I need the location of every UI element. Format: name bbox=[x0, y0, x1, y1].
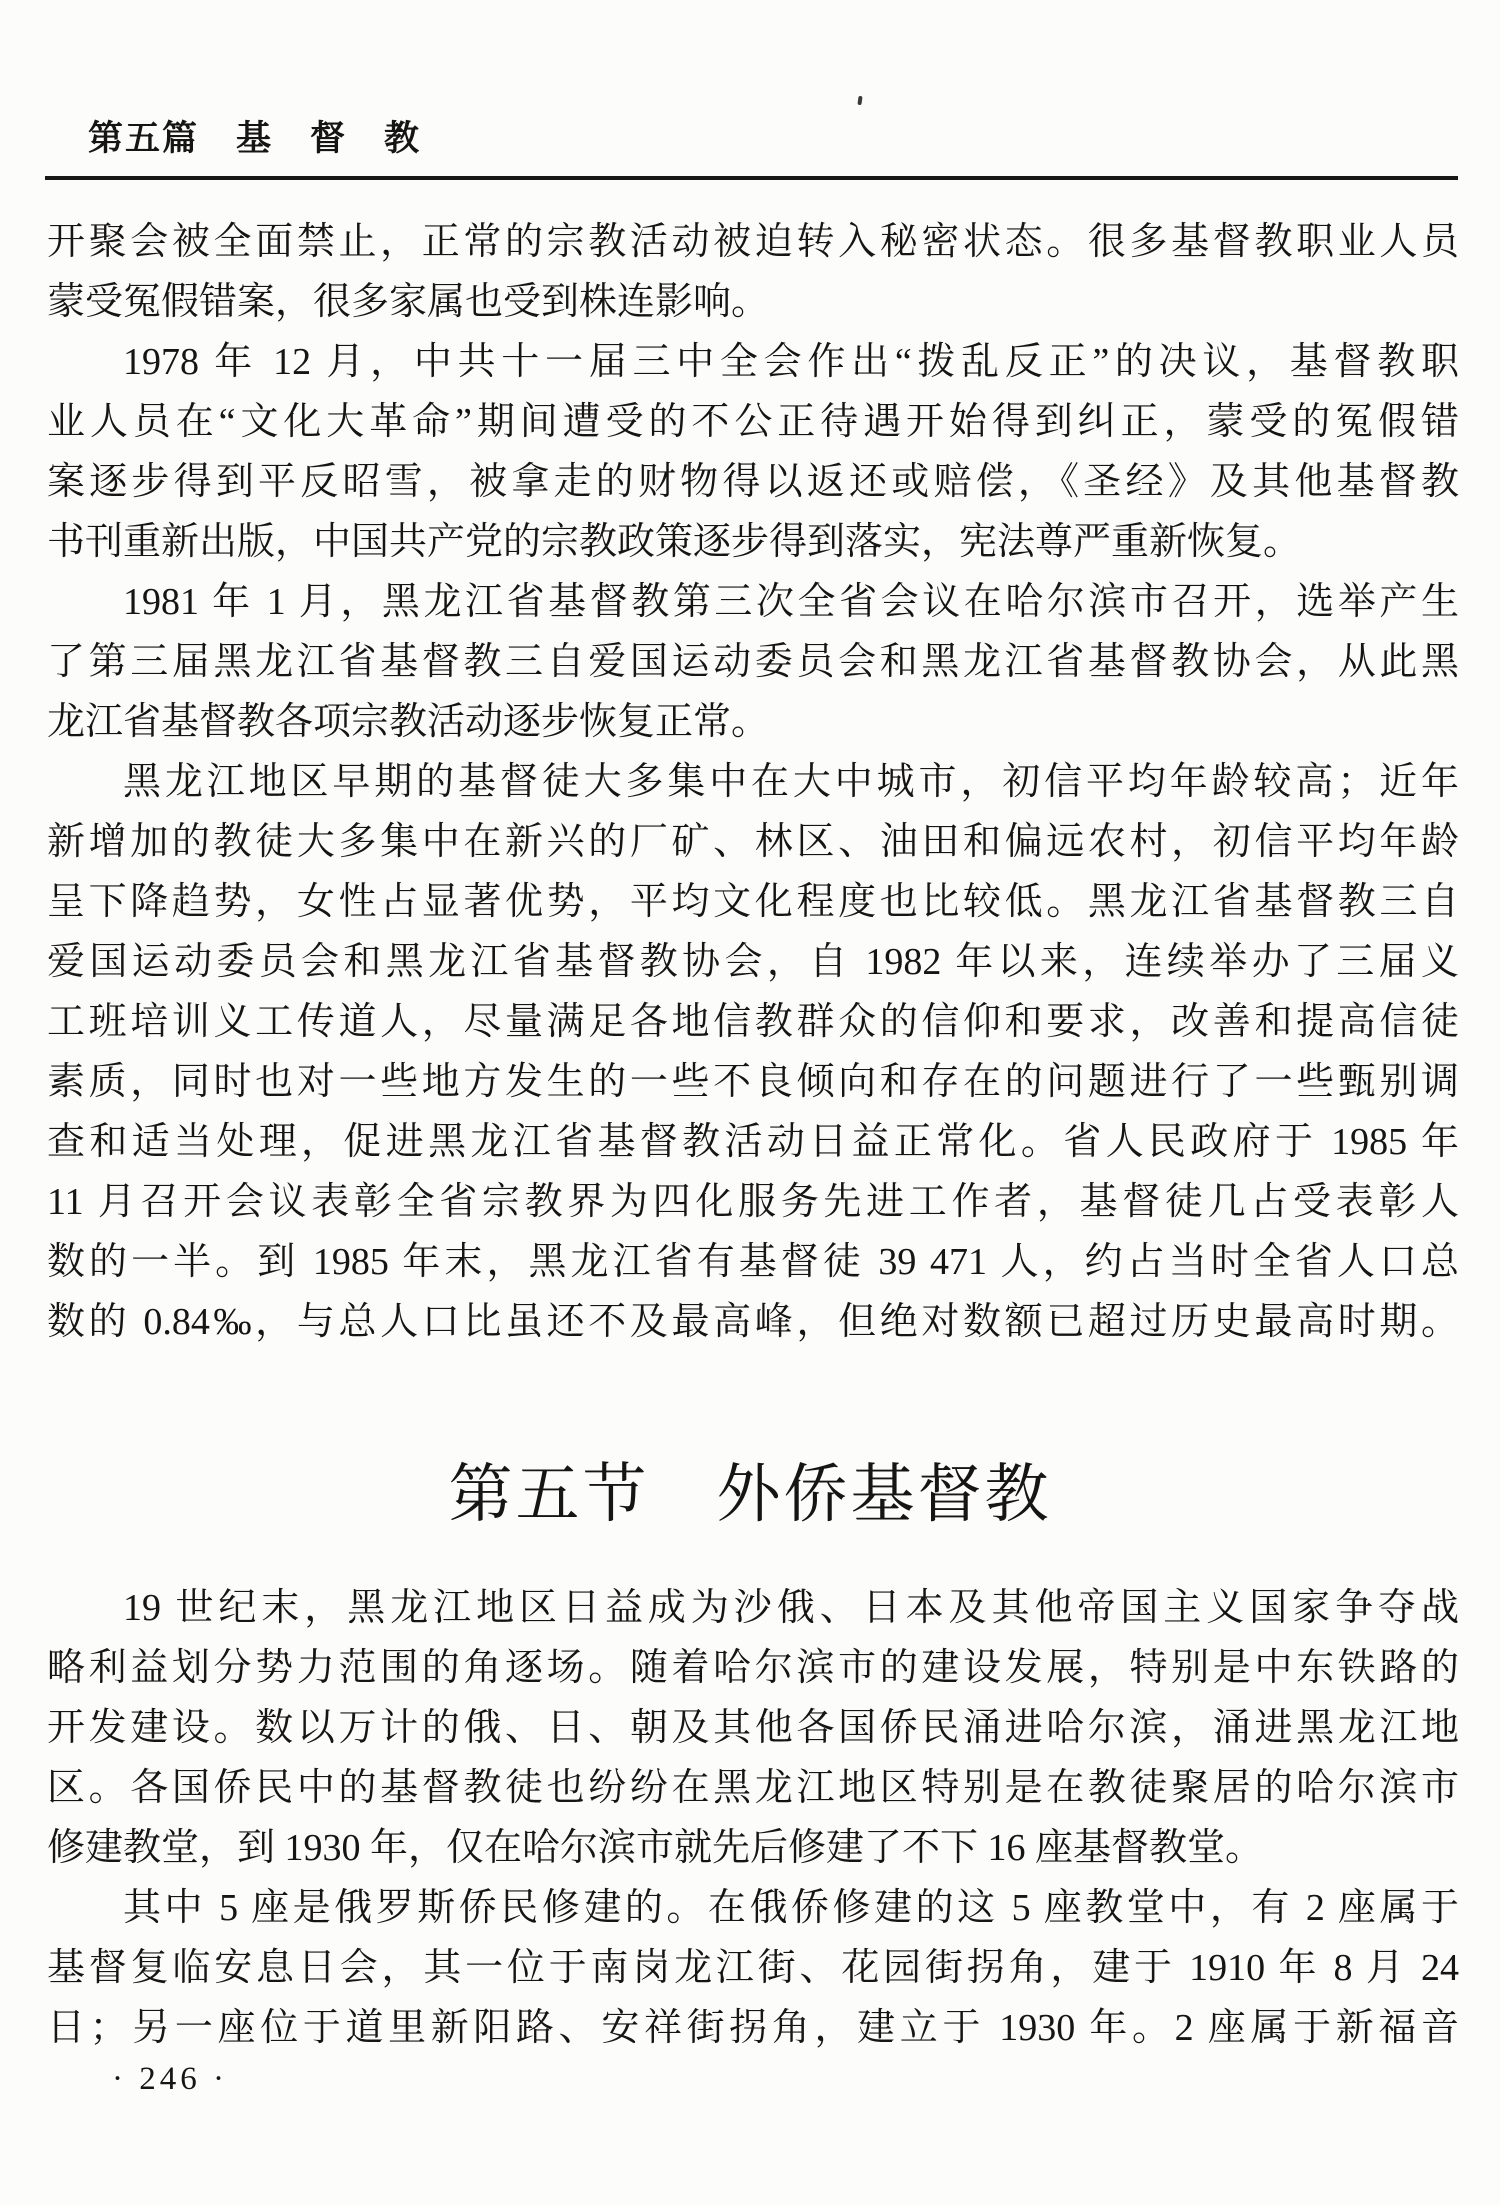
text-line: 区。各国侨民中的基督教徒也纷纷在黑龙江地区特别是在教徒聚居的哈尔滨市 bbox=[47, 1767, 1459, 1809]
text-line: 新增加的教徒大多集中在新兴的厂矿、林区、油田和偏远农村，初信平均年龄 bbox=[47, 821, 1459, 863]
text-line: 1978 年 12 月，中共十一届三中全会作出“拨乱反正”的决议，基督教职 bbox=[123, 341, 1459, 383]
text-line: 开聚会被全面禁止，正常的宗教活动被迫转入秘密状态。很多基督教职业人员 bbox=[47, 221, 1459, 263]
text-line: 其中 5 座是俄罗斯侨民修建的。在俄侨修建的这 5 座教堂中，有 2 座属于 bbox=[123, 1887, 1459, 1929]
text-line: 呈下降趋势，女性占显著优势，平均文化程度也比较低。黑龙江省基督教三自 bbox=[47, 881, 1459, 923]
text-line: 了第三届黑龙江省基督教三自爱国运动委员会和黑龙江省基督教协会，从此黑 bbox=[47, 641, 1459, 683]
header-rule bbox=[45, 176, 1458, 180]
text-line: 黑龙江地区早期的基督徒大多集中在大中城市，初信平均年龄较高；近年 bbox=[123, 761, 1459, 803]
text-block-before-heading bbox=[47, 212, 1459, 1352]
text-line: 数的一半。到 1985 年末，黑龙江省有基督徒 39 471 人，约占当时全省人口总 bbox=[47, 1241, 1459, 1283]
text-block-after-heading bbox=[47, 1578, 1459, 2058]
text-line: 蒙受冤假错案，很多家属也受到株连影响。 bbox=[47, 281, 770, 323]
text-line: 1981 年 1 月，黑龙江省基督教第三次全省会议在哈尔滨市召开，选举产生 bbox=[123, 581, 1459, 623]
text-line: 素质，同时也对一些地方发生的一些不良倾向和存在的问题进行了一些甄别调 bbox=[47, 1061, 1459, 1103]
text-line: 数的 0.84‰，与总人口比虽还不及最高峰，但绝对数额已超过历史最高时期。 bbox=[47, 1301, 1459, 1343]
text-line: 查和适当处理，促进黑龙江省基督教活动日益正常化。省人民政府于 1985 年 bbox=[47, 1121, 1459, 1163]
text-line: 爱国运动委员会和黑龙江省基督教协会，自 1982 年以来，连续举办了三届义 bbox=[47, 941, 1459, 983]
text-line: 日；另一座位于道里新阳路、安祥街拐角，建立于 1930 年。2 座属于新福音 bbox=[47, 2007, 1459, 2049]
text-line: 案逐步得到平反昭雪，被拿走的财物得以返还或赔偿，《圣经》及其他基督教 bbox=[47, 461, 1459, 503]
text-line: 修建教堂，到 1930 年，仅在哈尔滨市就先后修建了不下 16 座基督教堂。 bbox=[47, 1827, 1264, 1869]
running-header: 第五篇 基 督 教 bbox=[88, 119, 422, 158]
page-number: · 246 · bbox=[112, 2061, 228, 2097]
text-line: 11 月召开会议表彰全省宗教界为四化服务先进工作者，基督徒几占受表彰人 bbox=[47, 1181, 1459, 1223]
text-line: 基督复临安息日会，其一位于南岗龙江街、花园街拐角，建于 1910 年 8 月 24 bbox=[47, 1947, 1459, 1989]
text-line: 工班培训义工传道人，尽量满足各地信教群众的信仰和要求，改善和提高信徒 bbox=[47, 1001, 1459, 1043]
section-heading: 第五节 外侨基督教 bbox=[448, 1459, 1052, 1530]
text-line: 略利益划分势力范围的角逐场。随着哈尔滨市的建设发展，特别是中东铁路的 bbox=[47, 1647, 1459, 1689]
scan-artifact-dot bbox=[857, 96, 862, 105]
text-line: 龙江省基督教各项宗教活动逐步恢复正常。 bbox=[47, 701, 770, 743]
text-line: 书刊重新出版，中国共产党的宗教政策逐步得到落实，宪法尊严重新恢复。 bbox=[47, 521, 1302, 563]
text-line: 19 世纪末，黑龙江地区日益成为沙俄、日本及其他帝国主义国家争夺战 bbox=[123, 1587, 1459, 1629]
text-line: 开发建设。数以万计的俄、日、朝及其他各国侨民涌进哈尔滨，涌进黑龙江地 bbox=[47, 1707, 1459, 1749]
text-line: 业人员在“文化大革命”期间遭受的不公正待遇开始得到纠正，蒙受的冤假错 bbox=[47, 401, 1459, 443]
